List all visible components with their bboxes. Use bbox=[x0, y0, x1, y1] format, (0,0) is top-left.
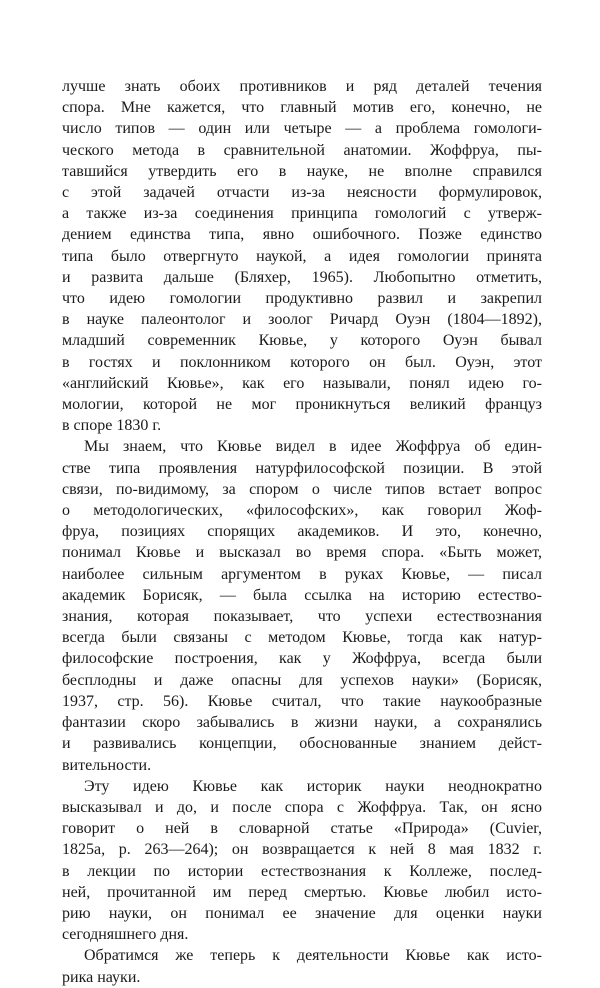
text-line: философские построения, как у Жоффруа, всегда были bbox=[62, 650, 542, 668]
book-page bbox=[62, 76, 542, 988]
text-line: 1937, стр. 56). Кювье считал, что такие наукообразные bbox=[62, 692, 542, 710]
text-line: и развивались концепции, обоснованные знанием дейст- bbox=[62, 735, 542, 753]
text-line: что идею гомологии продуктивно развил и закрепил bbox=[62, 290, 542, 308]
text-line: всегда были связаны с методом Кювье, тогда как натур- bbox=[62, 629, 542, 647]
text-line: ней, прочитанной им перед смертью. Кювье любил исто- bbox=[62, 883, 542, 901]
text-line: связи, по-видимому, за спором о числе типов встает вопрос bbox=[62, 480, 542, 498]
text-line: в споре 1830 г. bbox=[62, 417, 162, 435]
text-line: мологии, которой не мог проникнуться великий француз bbox=[62, 396, 542, 414]
text-line: а также из-за соединения принципа гомологий с утверж- bbox=[62, 205, 542, 223]
text-line: бесплодны и даже опасны для успехов науки» (Борисяк, bbox=[62, 671, 542, 689]
text-line: фруа, позициях спорящих академиков. И это, конечно, bbox=[62, 523, 542, 541]
text-line: Эту идею Кювье как историк науки неоднократно bbox=[84, 777, 542, 795]
text-line: в науке палеонтолог и зоолог Ричард Оуэн (1804—1892), bbox=[62, 311, 542, 329]
text-line: фантазии скоро забывались в жизни науки, а сохранялись bbox=[62, 714, 542, 732]
text-line: вительности. bbox=[62, 756, 152, 774]
text-line: знания, которая показывает, что успехи естествознания bbox=[62, 608, 542, 626]
text-line: в гостях и поклонником которого он был. Оуэн, этот bbox=[62, 353, 542, 371]
text-line: спора. Мне кажется, что главный мотив его, конечно, не bbox=[62, 99, 542, 117]
text-line: и развита дальше (Бляхер, 1965). Любопытно отметить, bbox=[62, 268, 542, 286]
paragraph-1 bbox=[62, 76, 542, 436]
paragraph-3 bbox=[62, 776, 542, 946]
text-line: типа было отвергнуто наукой, а идея гомологии принята bbox=[62, 247, 542, 265]
text-line: говорит о ней в словарной статье «Природа» (Cuvier, bbox=[62, 820, 542, 838]
text-line: высказывал и до, и после спора с Жоффруа. Так, он ясно bbox=[62, 798, 542, 816]
text-line: 1825a, p. 263—264); он возвращается к ней 8 мая 1832 г. bbox=[62, 841, 542, 859]
text-line: наиболее сильным аргументом в руках Кювье, — писал bbox=[62, 565, 542, 583]
text-line: тавшийся утвердить его в науке, не вполне справился bbox=[62, 162, 542, 180]
text-line: число типов — один или четыре — а проблема гомологи- bbox=[62, 120, 542, 138]
text-line: академик Борисяк, — была ссылка на историю естество- bbox=[62, 586, 542, 604]
text-line: лучше знать обоих противников и ряд деталей течения bbox=[62, 78, 542, 95]
text-line: Мы знаем, что Кювье видел в идее Жоффруа об един- bbox=[84, 438, 542, 456]
text-line: рию науки, он понимал ее значение для оценки науки bbox=[62, 904, 542, 922]
text-line: младший современник Кювье, у которого Оуэн бывал bbox=[62, 332, 542, 350]
text-line: сегодняшнего дня. bbox=[62, 926, 189, 944]
text-line: понимал Кювье и высказал во время спора. «Быть может, bbox=[62, 544, 542, 562]
text-line: с этой задачей отчасти из-за неясности формулировок, bbox=[62, 184, 542, 202]
text-line: стве типа проявления натурфилософской позиции. В этой bbox=[62, 459, 542, 477]
text-line: рика науки. bbox=[62, 968, 141, 986]
text-line: в лекции по истории естествознания к Коллеже, послед- bbox=[62, 862, 542, 880]
text-line: о методологических, «философских», как говорил Жоф- bbox=[62, 502, 542, 520]
text-line: дением единства типа, явно ошибочного. Позже единство bbox=[62, 226, 542, 244]
text-line: «английский Кювье», как его называли, понял идею го- bbox=[62, 374, 542, 392]
paragraph-4 bbox=[62, 945, 542, 987]
paragraph-2 bbox=[62, 436, 542, 775]
text-line: ческого метода в сравнительной анатомии. Жоффруа, пы- bbox=[62, 141, 542, 159]
text-line: Обратимся же теперь к деятельности Кювье как исто- bbox=[84, 947, 542, 965]
